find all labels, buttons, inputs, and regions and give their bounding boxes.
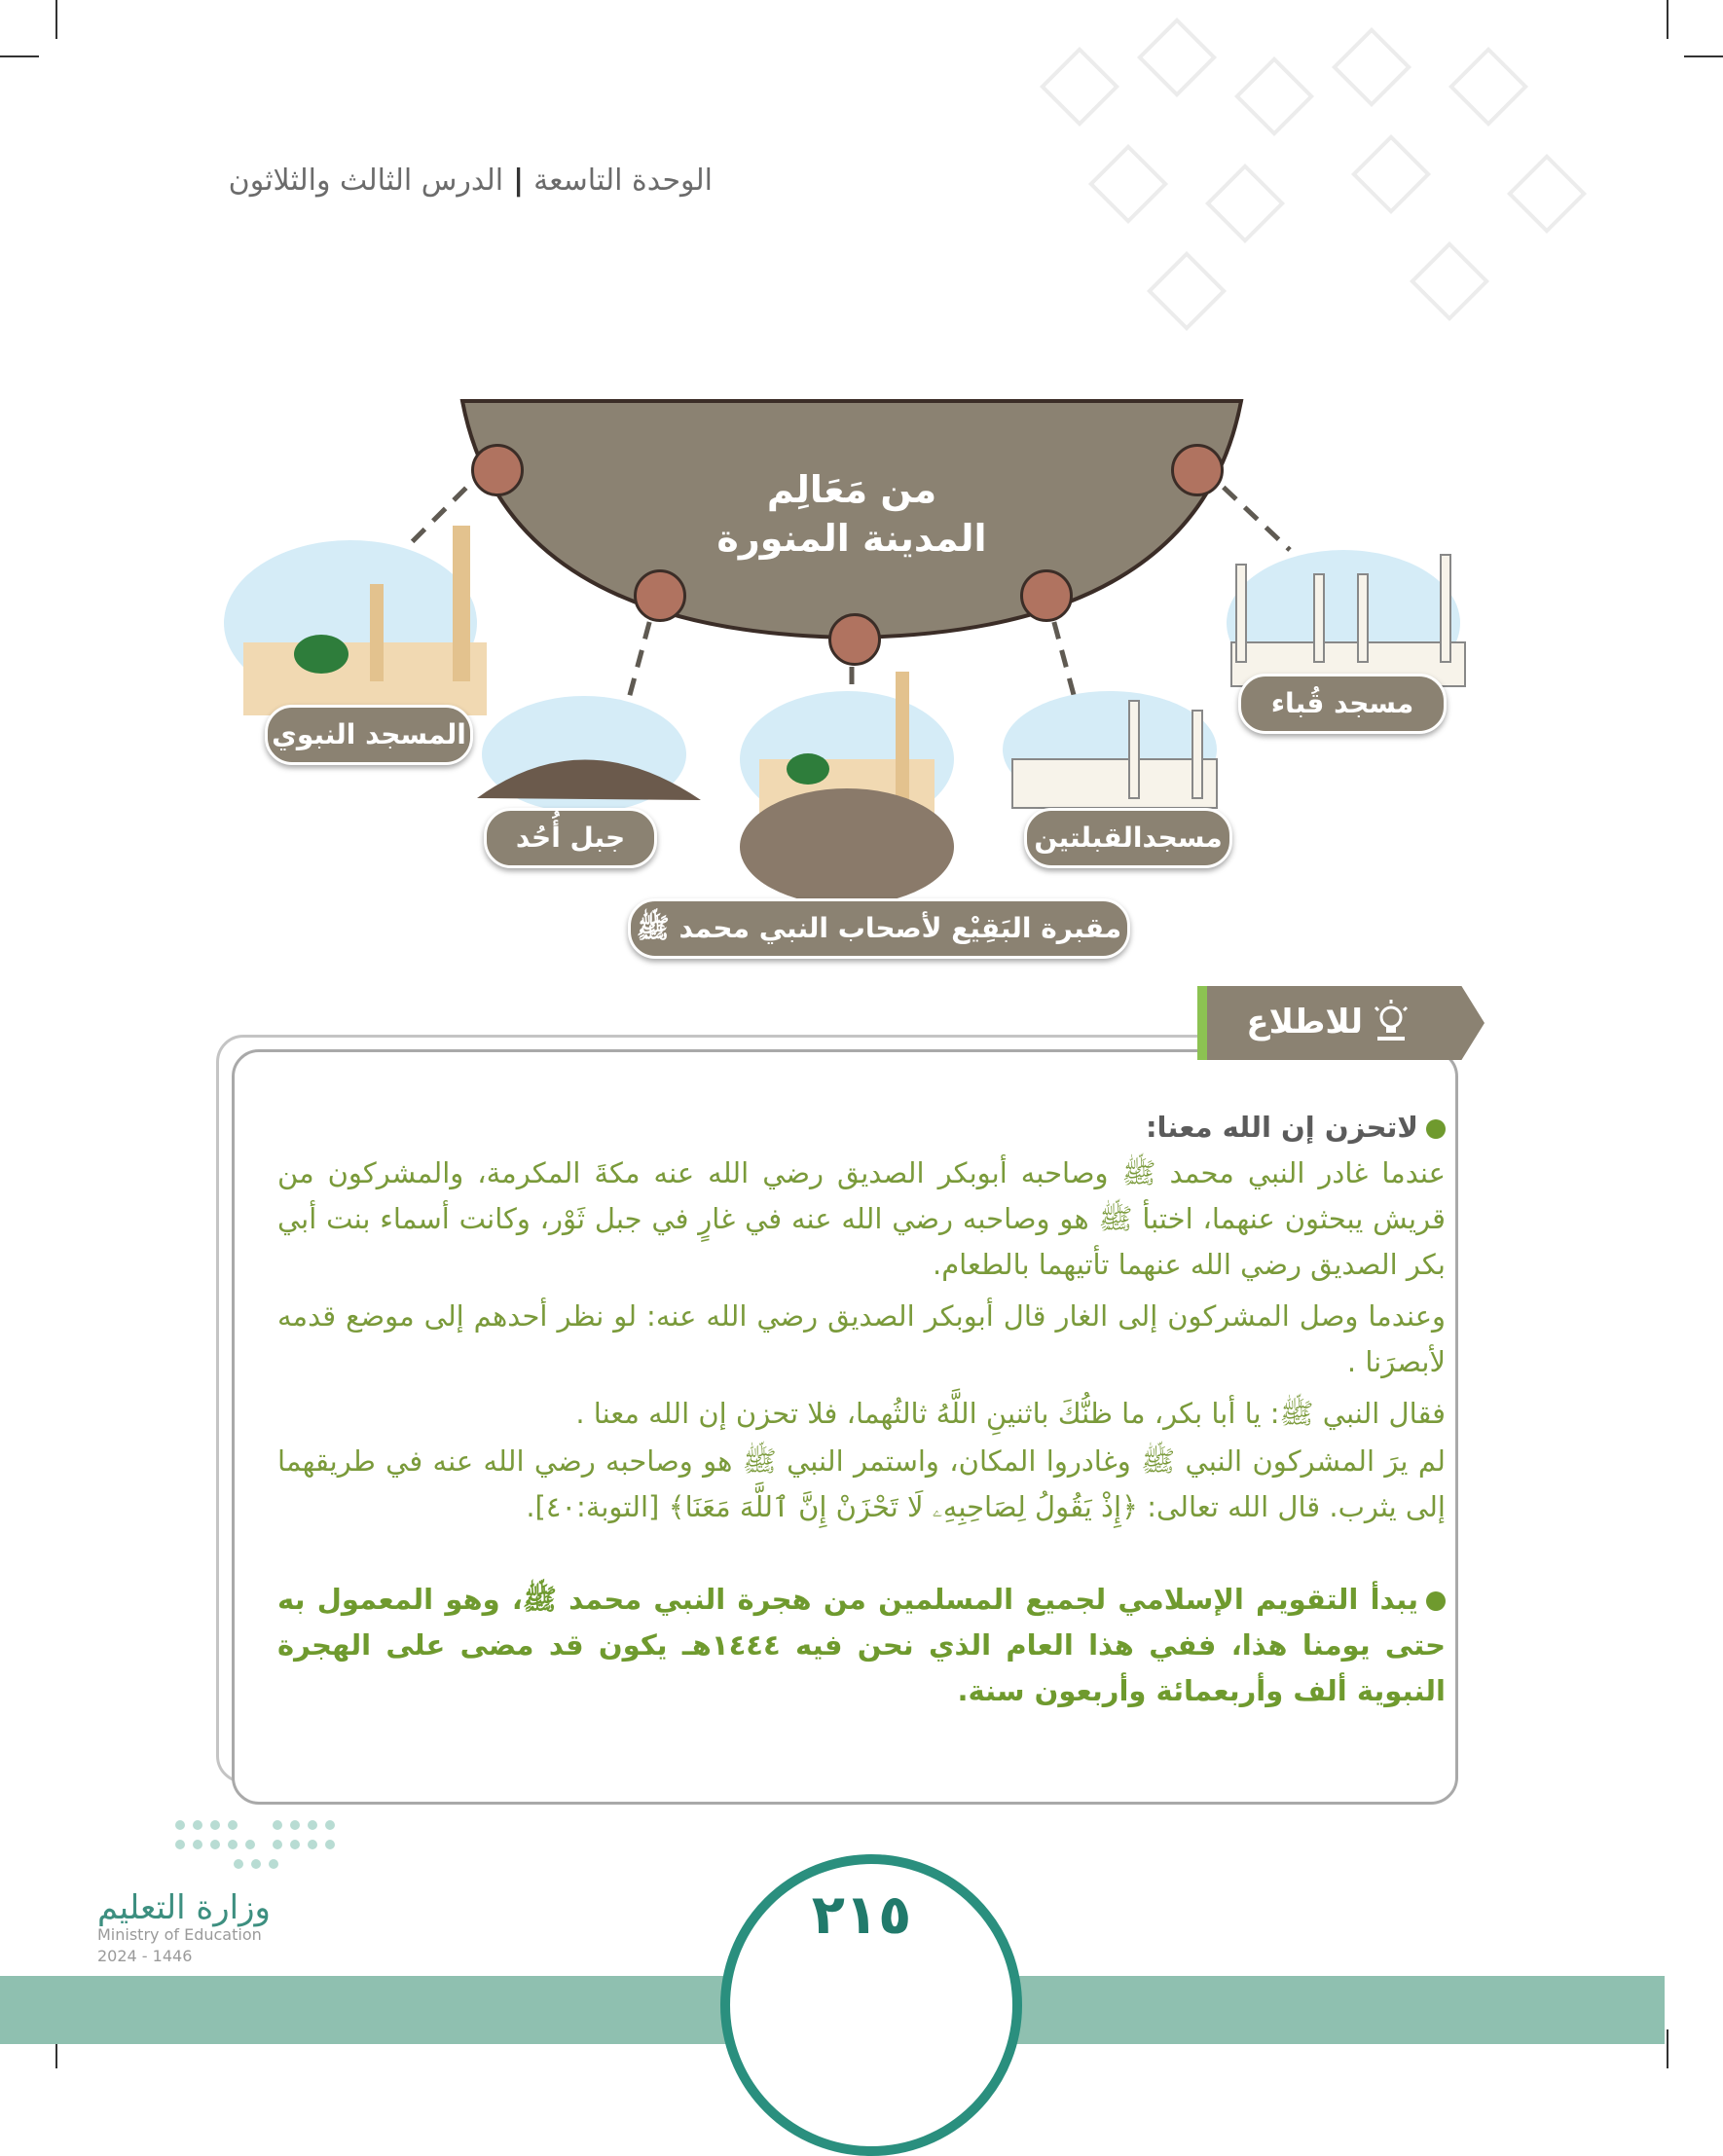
info-calendar-text: يبدأ التقويم الإسلامي لجميع المسلمين من هجرة النبي محمد ﷺ، وهو المعمول به حتى يومنا هذا، ففي هذا العام الذي نحن فيه ١٤٤٤هـ يكون قد مضى على الهجرة النبوية ألف وأربعمائة وأربعون سنة. [277, 1583, 1446, 1707]
info-tab-title: للاطلاع [1246, 1003, 1363, 1041]
info-heading-text: لاتحزن إن الله معنا: [1145, 1111, 1418, 1144]
masjid-nabawi-scene [224, 526, 487, 715]
connector-dot [634, 569, 686, 622]
connector-dot [828, 613, 881, 666]
diagram-title-line2: المدينة المنورة [716, 517, 987, 560]
ministry-name-en: Ministry of Education [97, 1925, 262, 1944]
ministry-name-ar: وزارة التعليم [97, 1888, 271, 1927]
baqi-scene [740, 672, 954, 905]
ministry-year: 2024 - 1446 [97, 1947, 193, 1965]
info-paragraph: فقال النبي ﷺ: يا أبا بكر، ما ظنُّكَ باثنينِ اللَّهُ ثالثُهما، فلا تحزن إن الله معنا . [575, 1397, 1446, 1430]
info-heading [277, 1105, 1446, 1151]
connector-dot [1171, 444, 1224, 496]
qiblatayn-scene [1003, 691, 1217, 808]
diagram-title-line1: من مَعَالِم [766, 468, 937, 511]
info-paragraph: لم يرَ المشركون النبي ﷺ وغادروا المكان، واستمر النبي ﷺ هو وصاحبه رضي الله عنه في طريقهما إلى يثرب. قال الله تعالى: ﴿إِذْ يَقُولُ لِصَاحِبِهِۦ لَا تَحْزَنْ إِنَّ ٱللَّهَ مَعَنَا﴾ [التوبة:٤٠]. [277, 1444, 1446, 1523]
bullet-icon [1426, 1119, 1446, 1139]
diagram-title [681, 465, 1022, 563]
label-baqi: مقبرة البَقِيْع لأصحاب النبي محمد ﷺ [628, 898, 1130, 959]
lesson-label: الدرس الثالث والثلاثون [228, 164, 504, 198]
page-number: ٢١٥ [811, 1883, 912, 1947]
connector-dot [1020, 569, 1073, 622]
unit-label: الوحدة التاسعة [533, 164, 713, 198]
ministry-logo-mark [175, 1810, 350, 1869]
label-uhud: جبل أُحُد [484, 808, 657, 868]
label-qiblatayn: مسجدالقبلتين [1024, 808, 1232, 868]
lightbulb-icon [1368, 998, 1414, 1044]
label-quba: مسجد قُباء [1238, 674, 1447, 734]
label-masjid-nabawi: المسجد النبوي [265, 705, 473, 765]
info-paragraph: وعندما وصل المشركون إلى الغار قال أبوبكر الصديق رضي الله عنه: لو نظر أحدهم إلى موضع قدمه لأبصرَنا . [277, 1299, 1446, 1378]
mount-uhud-scene [477, 696, 701, 813]
bullet-icon [1426, 1591, 1446, 1611]
info-paragraph: عندما غادر النبي محمد ﷺ وصاحبه أبوبكر الصديق رضي الله عنه مكةَ المكرمة، والمشركون من قريش يبحثون عنهما، اختبأ ﷺ هو وصاحبه رضي الله عنه في غارٍ في جبل ثَوْر، وكانت أسماء بنت أبي بكر الصديق رضي الله عنهما تأتيهما بالطعام. [277, 1156, 1446, 1281]
header-separator: | [513, 164, 525, 198]
connector-dot [471, 444, 524, 496]
info-calendar-note [277, 1577, 1446, 1714]
crop-mark [1667, 2029, 1668, 2068]
